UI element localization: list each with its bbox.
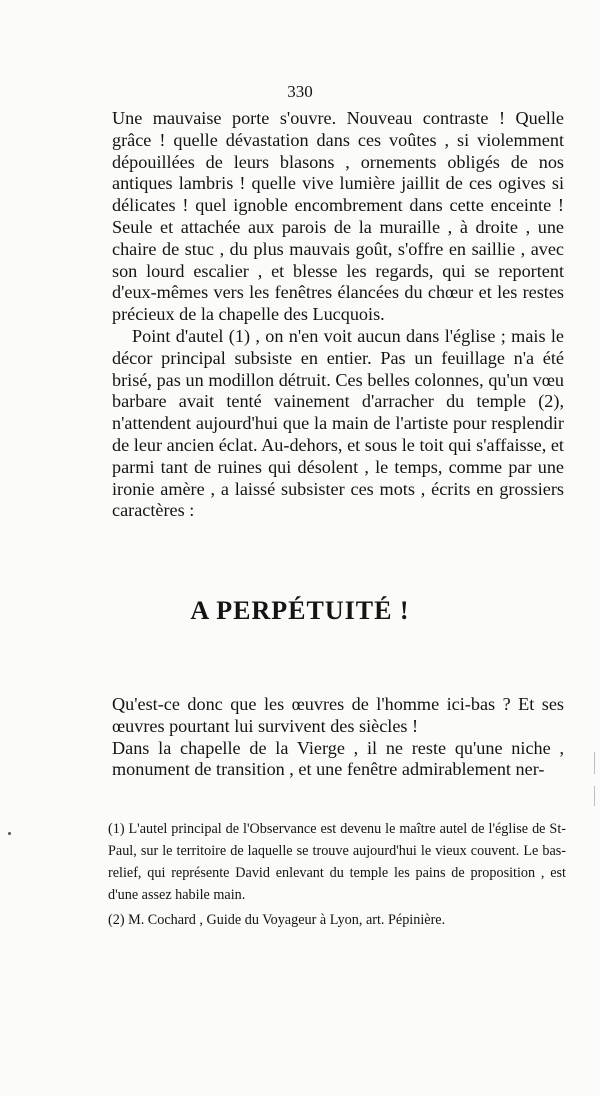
paragraph: Qu'est-ce donc que les œuvres de l'homme ici-bas ? Et ses œuvres pourtant lui survivent des siècles ! [112,694,564,736]
paragraph: Dans la chapelle de la Vierge , il ne reste qu'une niche , monument de transition , et une fenêtre admirablement ner- [112,737,564,780]
margin-mark [594,786,595,806]
paper-speck [8,832,11,835]
paragraph: Une mauvaise porte s'ouvre. Nouveau contraste ! Quelle grâce ! quelle dévastation dans ces voûtes , si violemment dépouillées de leurs blasons , ornements obligés de nos antiques lambris ! quelle vive lumière jaillit de ces ogives si délicates ! quel ignoble encombrement dans cette enceinte ! Seule et attachée aux parois de la muraille , à droite , une chaire de stuc , du plus mauvais goût, s'offre en saillie , avec son lourd escalier , et blesse les regards, qui se reportent d'eux-mêmes vers les fenêtres élancées du chœur et les restes précieux de la chapelle des Lucquois. [112,108,564,325]
page-number: 330 [287,82,313,101]
footnotes [108,818,566,931]
body-text-lower [112,694,564,781]
footnote: (1) L'autel principal de l'Observance est devenu le maître autel de l'église de St-Paul, sur le territoire de laquelle se trouve aujourd'hui le vieux couvent. Le bas-relief, qui représente David enlevant du temple les pains de proposition , est d'une assez habile main. [108,821,566,903]
footnote: (2) M. Cochard , Guide du Voyageur à Lyon, art. Pépinière. [108,912,446,928]
headline: A PERPÉTUITÉ ! [190,596,410,625]
paragraph: Point d'autel (1) , on n'en voit aucun dans l'église ; mais le décor principal subsiste en entier. Pas un feuillage n'a été brisé, pas un modillon détruit. Ces belles colonnes, qu'un vœu barbare avait tenté vainement d'arracher du temple (2), n'attendent aujourd'hui que la main de l'artiste pour resplendir de leur ancien éclat. Au-dehors, et sous le toit qui s'affaisse, et parmi tant de ruines qui désolent , le temps, comme par une ironie amère , a laissé subsister ces mots , écrits en grossiers caractères : [112,325,564,521]
margin-mark [594,752,595,774]
body-text-upper [112,108,564,522]
